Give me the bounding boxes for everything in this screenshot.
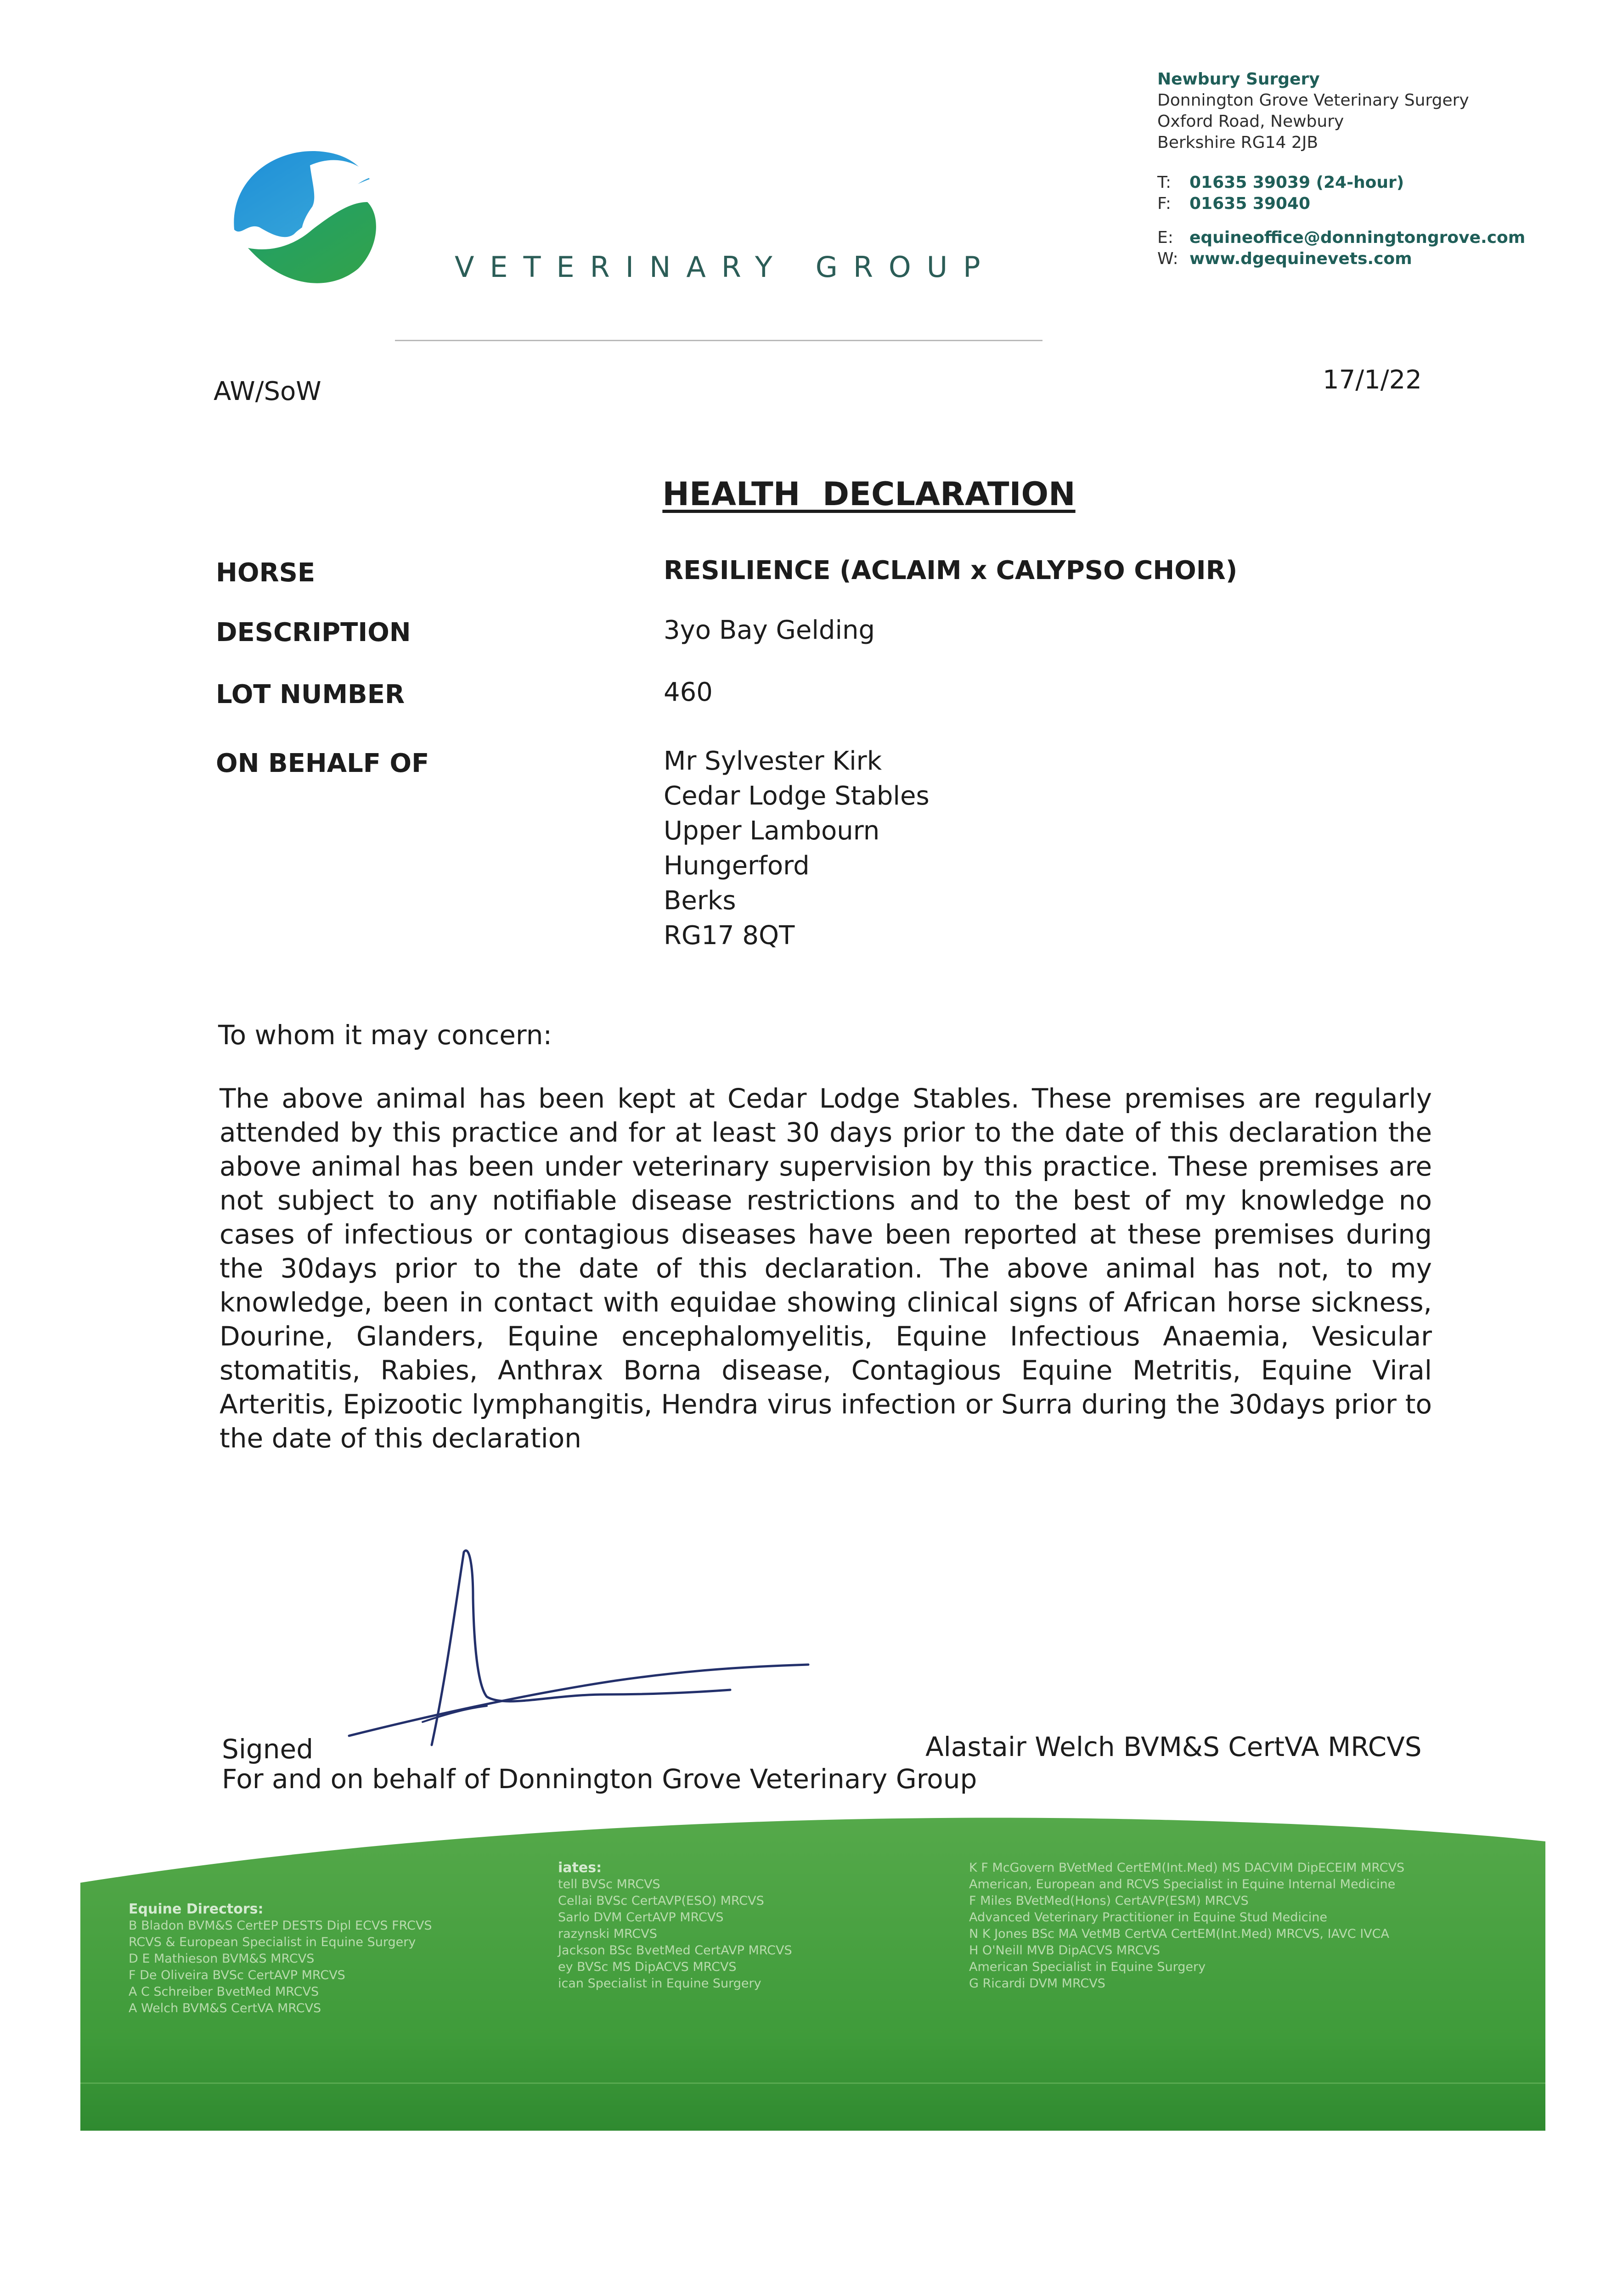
associate-line: razynski MRCVS [558,1927,657,1941]
web-row [1157,248,1525,270]
email-address: equineoffice@donningtongrove.com [1189,228,1526,247]
director-line: A Welch BVM&S CertVA MRCVS [129,2001,321,2015]
surgery-contacts [1157,172,1525,270]
brand-wordmark [455,250,996,284]
owner-line: Upper Lambourn [664,816,880,846]
description-label: DESCRIPTION [216,618,411,647]
letter-date: 17/1/22 [1323,365,1422,395]
associate-line: ey BVSc MS DipACVS MRCVS [558,1960,737,1974]
address-line: Berkshire RG14 2JB [1157,133,1319,152]
specialist-line: F Miles BVetMed(Hons) CertAVP(ESM) MRCVS [969,1894,1249,1908]
owner-address [664,744,930,953]
owner-line: Berks [664,886,736,916]
associate-line: Cellai BVSc CertAVP(ESO) MRCVS [558,1894,764,1908]
director-line: RCVS & European Specialist in Equine Surgery [129,1935,416,1949]
director-line: D E Mathieson BVM&S MRCVS [129,1952,315,1966]
owner-line: RG17 8QT [664,921,795,951]
director-line: A C Schreiber BvetMed MRCVS [129,1985,319,1999]
owner-line: Cedar Lodge Stables [664,781,930,811]
signed-label: Signed [222,1733,314,1765]
letter-reference: AW/SoW [214,377,321,406]
telephone-label: T: [1157,173,1172,192]
fax-label: F: [1157,194,1172,213]
associate-line: ican Specialist in Equine Surgery [558,1976,761,1991]
specialist-line: H O'Neill MVB DipACVS MRCVS [969,1943,1160,1958]
owner-line: Mr Sylvester Kirk [664,746,882,776]
specialist-line: N K Jones BSc MA VetMB CertVA CertEM(Int.Med) MRCVS, IAVC IVCA [969,1927,1389,1941]
brand-name-group: GROUP [815,250,996,284]
email-row [1157,227,1525,248]
director-line: B Bladon BVM&S CertEP DESTS Dipl ECVS FRCVS [129,1919,432,1933]
salutation: To whom it may concern: [218,1019,552,1051]
fax-number: 01635 39040 [1189,194,1311,213]
document-title [0,475,1623,513]
specialist-line: American Specialist in Equine Surgery [969,1960,1206,1974]
associate-line: Jackson BSc BvetMed CertAVP MRCVS [558,1943,792,1958]
footer-directors [129,1901,432,2017]
specialist-line: American, European and RCVS Specialist in Equine Internal Medicine [969,1877,1396,1891]
address-line: Oxford Road, Newbury [1157,112,1344,131]
director-line: F De Oliveira BVSc CertAVP MRCVS [129,1968,345,1982]
header-divider [395,340,1043,341]
lot-number: 460 [664,677,713,707]
on-behalf-label: ON BEHALF OF [216,748,429,778]
signatory-name: Alastair Welch BVM&S CertVA MRCVS [925,1731,1422,1762]
fax-row [1157,193,1525,214]
horse-name: RESILIENCE (ACLAIM x CALYPSO CHOIR) [664,556,1238,585]
title-text: HEALTH DECLARATION [662,475,1076,513]
owner-line: Hungerford [664,851,810,881]
horse-label: HORSE [216,558,316,588]
web-address: www.dgequinevets.com [1189,249,1412,268]
directors-heading: Equine Directors: [129,1901,264,1917]
specialist-line: Advanced Veterinary Practitioner in Equine Stud Medicine [969,1910,1327,1925]
surgery-name: Newbury Surgery [1157,70,1320,89]
veterinary-group-logo [220,138,395,289]
associates-heading: iates: [558,1860,602,1876]
lot-number-label: LOT NUMBER [216,680,405,709]
telephone-number: 01635 39039 (24-hour) [1189,173,1404,192]
handwritten-signature [331,1543,827,1754]
telephone-row [1157,172,1525,193]
associate-line: tell BVSc MRCVS [558,1877,660,1891]
email-label: E: [1157,228,1173,247]
declaration-body: The above animal has been kept at Cedar Lodge Stables. These premises are regularly attended by this practice and for at least 30 days prior to the date of this declaration the above animal has been under veterinary supervision by this practice. These premises are not subject to any notifiable disease restrictions and to the best of my knowledge no cases of infectious or contagious diseases have been reported at these premises during the 30days prior to the date of this declaration. The above animal has not, to my knowledge, been in contact with equidae showing clinical signs of African horse sickness, Dourine, Glanders, Equine encephalomyelitis, Equine Infectious Anaemia, Vesicular stomatitis, Rabies, Anthrax Borna disease, Contagious Equine Metritis, Equine Viral Arteritis, Epizootic lymphangitis, Hendra virus infection or Surra during the 30days prior to the date of this declaration [220,1083,1432,1454]
specialist-line: K F McGovern BVetMed CertEM(Int.Med) MS DACVIM DipECEIM MRCVS [969,1861,1405,1875]
associate-line: Sarlo DVM CertAVP MRCVS [558,1910,724,1925]
specialist-line: G Ricardi DVM MRCVS [969,1976,1105,1991]
brand-name-veterinary: VETERINARY [455,250,788,284]
web-label: W: [1157,249,1178,268]
on-behalf-statement: For and on behalf of Donnington Grove Veterinary Group [222,1763,977,1795]
footer-specialists [969,1860,1404,1992]
footer-associates [558,1860,792,1992]
address-line: Donnington Grove Veterinary Surgery [1157,91,1469,110]
horse-description: 3yo Bay Gelding [664,615,875,645]
surgery-address [1157,69,1469,153]
